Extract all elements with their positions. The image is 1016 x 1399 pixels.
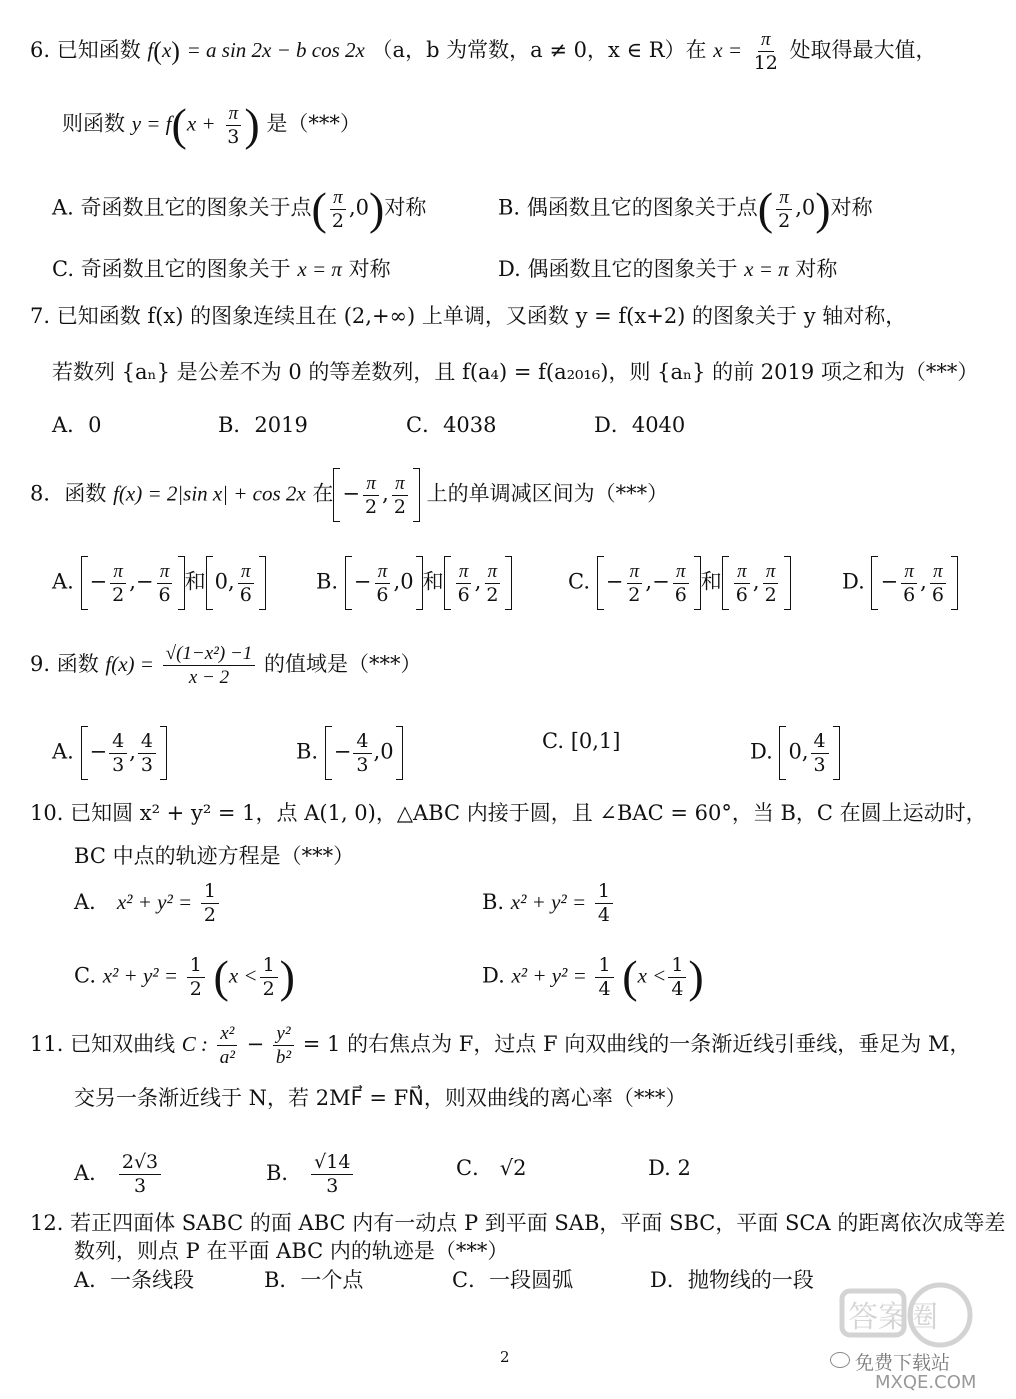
option-b[interactable]: B. − $\frac{\pi}{6}$ ,0 和 $\frac{\pi}{6}$ , $\frac{\pi}{2}$ xyxy=(316,556,512,610)
option-d[interactable]: D. 0, $\frac{4}{3}$ xyxy=(750,726,840,780)
q7-line1: 7. 已知函数 f(x) 的图象连续且在 (2,+∞) 上单调，又函数 y = f(x+2) 的图象关于 y 轴对称， xyxy=(30,304,907,328)
option-b[interactable]: B. − $\frac{4}{3}$ ,0 xyxy=(296,726,403,780)
math-expression: = a sin 2x − b cos 2x xyxy=(186,38,365,62)
question-number: 6. xyxy=(30,38,51,62)
text: 则函数 xyxy=(62,111,125,136)
option-a[interactable]: A．一条线段 xyxy=(74,1268,195,1292)
q7-line2: 若数列 {aₙ} 是公差不为 0 的等差数列，且 f(a₄) = f(a₂₀₁₆)，则 {aₙ} 的前 2019 项之和为（***） xyxy=(52,360,979,384)
q9-line1: 9. 函数 f(x) = $\frac{\text{√(1−x²) −1}}{x - 2}$ 的值域是（***） xyxy=(30,643,422,688)
option-d[interactable]: D．抛物线的一段 xyxy=(650,1268,814,1292)
fraction: $\frac{\pi}{3}$ xyxy=(227,102,240,148)
option-a[interactable]: A． x² + y² = $\frac{1}{2}$ xyxy=(74,882,221,925)
option-a[interactable]: A. 奇函数且它的图象关于点( $\frac{\pi}{2}$ ,0)对称 xyxy=(52,183,427,234)
watermark-text: 免费下载站 xyxy=(855,1352,951,1374)
math: x = xyxy=(713,38,742,62)
option-c[interactable]: C．一段圆弧 xyxy=(452,1268,574,1292)
math: y = f xyxy=(131,111,172,136)
option-b[interactable]: B．一个点 xyxy=(264,1268,364,1292)
option-d[interactable]: D. − $\frac{\pi}{6}$ , $\frac{\pi}{6}$ xyxy=(842,556,958,610)
option-a[interactable]: A. − $\frac{\pi}{2}$ ,− $\frac{\pi}{6}$ 和 0, $\frac{\pi}{6}$ xyxy=(52,556,266,610)
wechat-bubble-icon xyxy=(830,1352,850,1368)
option-d[interactable]: D. 2 xyxy=(648,1156,691,1180)
option-d[interactable]: D. 偶函数且它的图象关于 x = π 对称 xyxy=(498,257,838,281)
fraction: $\frac{\pi}{12}$ xyxy=(753,29,778,74)
option-a[interactable]: A． $\frac{2√3}{3}$ xyxy=(74,1153,163,1196)
option-c[interactable]: C. x² + y² = $\frac{1}{2}$ (x < $\frac{1}{2}$ ) xyxy=(74,951,295,1002)
q10-line2: BC 中点的轨迹方程是（***） xyxy=(74,844,355,868)
math: x xyxy=(161,38,172,62)
fraction: $\frac{\text{√(1−x²) −1}}{x - 2}$ xyxy=(163,644,256,687)
option-d[interactable]: D．4040 xyxy=(594,413,686,437)
watermark-site: MXQE.COM xyxy=(875,1372,977,1393)
math: x + xyxy=(186,111,216,136)
q11-line1: 11. 已知双曲线 C : $\frac{\text{x²}}{\text{a²}}$ − $\frac{\text{y²}}{\text{b²}}$ = 1 的右焦点为 F，过点 F 向双曲线的一条渐近线引垂线，垂足为 M， xyxy=(30,1023,971,1068)
option-d[interactable]: D. x² + y² = $\frac{1}{4}$ (x < $\frac{1}{4}$ ) xyxy=(482,951,704,1002)
q12-line2: 数列，则点 P 在平面 ABC 内的轨迹是（***） xyxy=(74,1239,509,1263)
option-a[interactable]: A．0 xyxy=(52,413,102,437)
q11-line2: 交另一条渐近线于 N，若 2MF⃗ = FN⃗，则双曲线的离心率（***） xyxy=(74,1086,687,1110)
text: 已知函数 xyxy=(56,38,141,62)
option-b[interactable]: B. x² + y² = $\frac{1}{4}$ xyxy=(482,882,615,925)
option-b[interactable]: B. 偶函数且它的图象关于点( $\frac{\pi}{2}$ ,0)对称 xyxy=(498,183,873,234)
option-c[interactable]: C. − $\frac{\pi}{2}$ ,− $\frac{\pi}{6}$ 和 $\frac{\pi}{6}$ , $\frac{\pi}{2}$ xyxy=(568,556,791,610)
q10-line1: 10. 已知圆 x² + y² = 1，点 A(1, 0)，△ABC 内接于圆，且 ∠BAC = 60°，当 B，C 在圆上运动时， xyxy=(30,801,987,825)
q6-line1: 6. 已知函数 f(x) = a sin 2x − b cos 2x （a，b 为常数，a ≠ 0，x ∈ R）在 x = $\frac{\pi}{12}$ 处取得最大值， xyxy=(30,29,937,74)
option-c[interactable]: C. 奇函数且它的图象关于 x = π 对称 xyxy=(52,257,391,281)
page-number: 2 xyxy=(500,1348,510,1366)
option-b[interactable]: B．2019 xyxy=(218,413,308,437)
text: （a，b 为常数，a ≠ 0，x ∈ R）在 xyxy=(371,38,707,62)
q12-line1: 12. 若正四面体 SABC 的面 ABC 内有一动点 P 到平面 SAB，平面 SBC，平面 SCA 的距离依次成等差 xyxy=(30,1211,1006,1235)
text: 是（***） xyxy=(266,111,361,136)
option-b[interactable]: B． $\frac{√14}{3}$ xyxy=(266,1153,355,1196)
option-a[interactable]: A. − $\frac{4}{3}$ , $\frac{4}{3}$ xyxy=(52,726,167,780)
option-c[interactable]: C． √2 xyxy=(456,1156,527,1180)
option-c[interactable]: C. [0,1] xyxy=(542,729,621,753)
math: f xyxy=(147,38,154,62)
q6-line2: 则函数 y = f(x + $\frac{\pi}{3}$ ) 是（***） xyxy=(62,99,361,150)
q8-line1: 8．函数 f(x) = 2|sin x| + cos 2x 在 − $\frac{\pi}{2}$ , $\frac{\pi}{2}$ 上的单调减区间为（***） xyxy=(30,468,668,522)
option-c[interactable]: C．4038 xyxy=(406,413,497,437)
text: 处取得最大值， xyxy=(789,38,937,62)
watermark-logo-text: 答案圈 xyxy=(848,1300,938,1335)
